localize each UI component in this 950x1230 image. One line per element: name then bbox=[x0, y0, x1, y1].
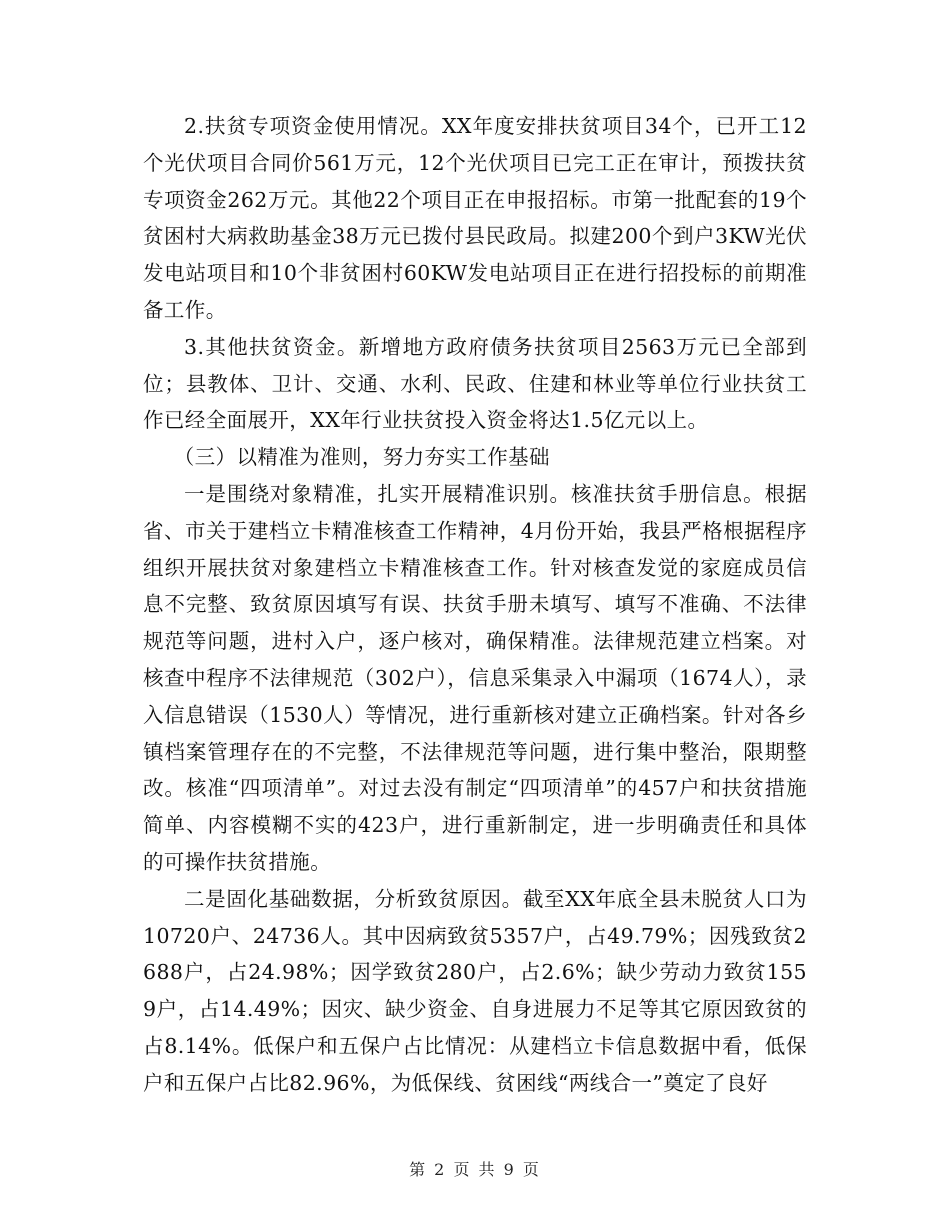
document-body bbox=[143, 108, 807, 1102]
section-heading: （三）以精准为准则，努力夯实工作基础 bbox=[173, 445, 550, 470]
paragraph-other-funds: 3.其他扶贫资金。新增地方政府债务扶贫项目2563万元已全部到位；县教体、卫计、交通、水利、民政、住建和林业等单位行业扶贫工作已经全面展开，XX年行业扶贫投入资金将达1.5亿元以上。 bbox=[143, 334, 807, 433]
paragraph-special-funds: 2.扶贫专项资金使用情况。XX年度安排扶贫项目34个，已开工12个光伏项目合同价561万元，12个光伏项目已完工正在审计，预拨扶贫专项资金262万元。其他22个项目正在申报招标。市第一批配套的19个贫困村大病救助基金38万元已拨付县民政局。拟建200个到户3KW光伏发电站项目和10个非贫困村60KW发电站项目正在进行招投标的前期准备工作。 bbox=[143, 114, 807, 322]
paragraph-base-data: 二是固化基础数据，分析致贫原因。截至XX年底全县未脱贫人口为10720户、24736人。其中因病致贫5357户，占49.79%；因残致贫2688户，占24.98%；因学致贫280户，占2.6%；缺少劳动力致贫1559户，占14.49%；因灾、缺少资金、自身进展力不足等其它原因致贫的占8.14%。低保户和五保户占比情况：从建档立卡信息数据中看，低保户和五保户占比82.96%，为低保线、贫困线“两线合一”奠定了良好 bbox=[143, 886, 807, 1095]
page-number-footer: 第 2 页 共 9 页 bbox=[409, 1160, 541, 1179]
paragraph-precise-identification: 一是围绕对象精准，扎实开展精准识别。核准扶贫手册信息。根据省、市关于建档立卡精准核查工作精神，4月份开始，我县严格根据程序组织开展扶贫对象建档立卡精准核查工作。针对核查发觉的家庭成员信息不完整、致贫原因填写有误、扶贫手册未填写、填写不准确、不法律规范等问题，进村入户，逐户核对，确保精准。法律规范建立档案。对核查中程序不法律规范（302户），信息采集录入中漏项（1674人），录入信息错误（1530人）等情况，进行重新核对建立正确档案。针对各乡镇档案管理存在的不完整，不法律规范等问题，进行集中整治，限期整改。核准“四项清单”。对过去没有制定“四项清单”的457户和扶贫措施简单、内容模糊不实的423户，进行重新制定，进一步明确责任和具体的可操作扶贫措施。 bbox=[143, 481, 807, 874]
